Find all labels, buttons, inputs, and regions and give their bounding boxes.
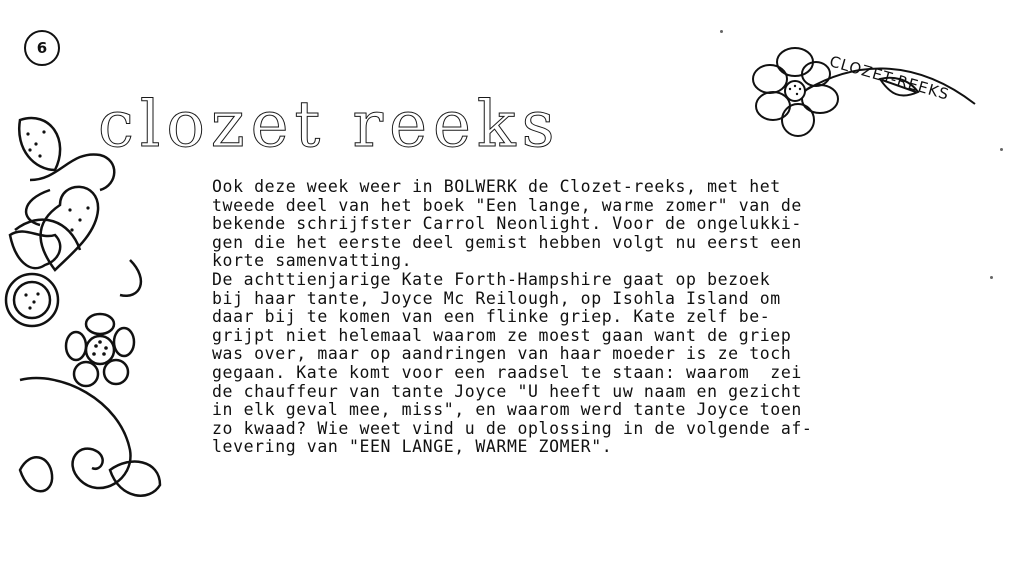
article-line: levering van "EEN LANGE, WARME ZOMER". xyxy=(212,437,613,457)
article-body xyxy=(212,178,972,457)
scan-speck xyxy=(990,276,993,279)
scan-speck xyxy=(720,30,723,33)
article-line: Ook deze week weer in BOLWERK de Clozet-reeks, met het xyxy=(212,177,781,196)
article-line: zo kwaad? Wie weet vind u de oplossing in de volgende af- xyxy=(212,418,813,438)
article-line: gen die het eerste deel gemist hebben volgt nu eerst een xyxy=(212,232,802,252)
article-line: De achttienjarige Kate Forth-Hampshire gaat op bezoek xyxy=(212,269,771,289)
flower-icon xyxy=(740,34,990,144)
article-line: gegaan. Kate komt voor een raadsel te staan: waarom zei xyxy=(212,362,802,382)
article-line: was over, maar op aandringen van haar moeder is ze toch xyxy=(212,344,792,364)
logo-text: CLOZET-REEKS xyxy=(827,52,952,104)
headline: clozet reeks xyxy=(98,88,561,162)
scan-speck xyxy=(1000,148,1003,151)
article-line: grijpt niet helemaal waarom ze moest gaan want de griep xyxy=(212,325,792,345)
article-line: bij haar tante, Joyce Mc Reilough, op Isohla Island om xyxy=(212,288,781,308)
article-line: de chauffeur van tante Joyce "U heeft uw naam en gezicht xyxy=(212,381,802,401)
article-line: daar bij te komen van een flinke griep. Kate zelf be- xyxy=(212,307,771,327)
article-line: bekende schrijfster Carrol Neonlight. Voor de ongelukki- xyxy=(212,214,802,234)
article-line: tweede deel van het boek "Een lange, warme zomer" van de xyxy=(212,195,802,215)
article-line: in elk geval mee, miss", en waarom werd tante Joyce toen xyxy=(212,400,802,420)
article-line: korte samenvatting. xyxy=(212,251,413,271)
page-number: 6 xyxy=(24,30,60,66)
floral-doodle-border xyxy=(0,110,200,510)
